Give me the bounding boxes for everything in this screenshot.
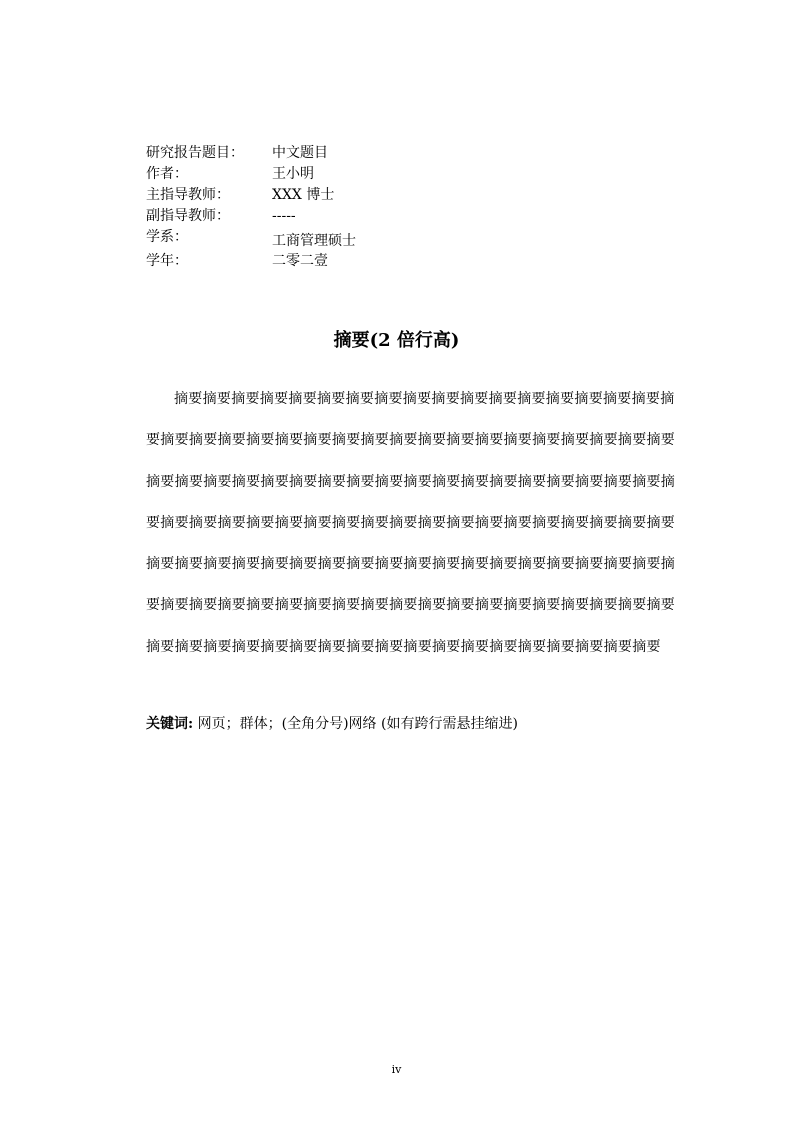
- meta-row-main-supervisor: [146, 185, 566, 206]
- meta-value: -----: [272, 208, 296, 224]
- meta-value: XXX 博士: [272, 187, 335, 203]
- meta-label: 研究报告题目：: [146, 145, 244, 161]
- meta-label: 主指导教师：: [146, 187, 230, 203]
- keywords-text: 网页；群体；(全角分号)网络 (如有跨行需悬挂缩进): [193, 716, 518, 732]
- abstract-body: 摘要摘要摘要摘要摘要摘要摘要摘要摘要摘要摘要摘要摘要摘要摘要摘要摘要摘要摘要摘要摘要摘要摘要摘要摘要摘要摘要摘要摘要摘要摘要摘要摘要摘要摘要摘要摘要摘要摘要摘要摘要摘要摘要摘要摘要摘要摘要摘要摘要摘要摘要摘要摘要摘要摘要摘要摘要摘要摘要摘要摘要摘要摘要摘要摘要摘要摘要摘要摘要摘要摘要摘要摘要摘要摘要摘要摘要摘要摘要摘要摘要摘要摘要摘要摘要摘要摘要摘要摘要摘要摘要摘要摘要摘要摘要摘要摘要摘要摘要摘要摘要摘要摘要摘要摘要摘要摘要摘要摘要摘要摘要摘要摘要摘要摘要摘要摘要摘要摘要摘要摘要摘要摘要摘要摘要摘要摘要摘要: [146, 391, 676, 655]
- meta-label: 学系：: [146, 229, 188, 245]
- meta-label: 作者：: [146, 166, 188, 182]
- meta-label: 副指导教师：: [146, 208, 230, 224]
- meta-row-academic-year: [146, 251, 566, 272]
- report-metadata: [146, 143, 566, 272]
- keywords-label: 关键词:: [146, 716, 194, 732]
- meta-row-title: [146, 143, 566, 164]
- meta-value: 工商管理硕士: [272, 233, 356, 249]
- meta-row-author: [146, 164, 566, 185]
- meta-row-co-supervisor: [146, 206, 566, 227]
- meta-label: 学年：: [146, 253, 188, 269]
- meta-value: 中文题目: [272, 145, 328, 161]
- keywords-line: [146, 713, 706, 735]
- abstract-heading: 摘要(2 倍行高): [333, 330, 460, 351]
- meta-value: 王小明: [272, 166, 314, 182]
- meta-value: 二零二壹: [272, 253, 328, 269]
- meta-row-department: [146, 227, 566, 251]
- page-number: iv: [391, 1063, 402, 1076]
